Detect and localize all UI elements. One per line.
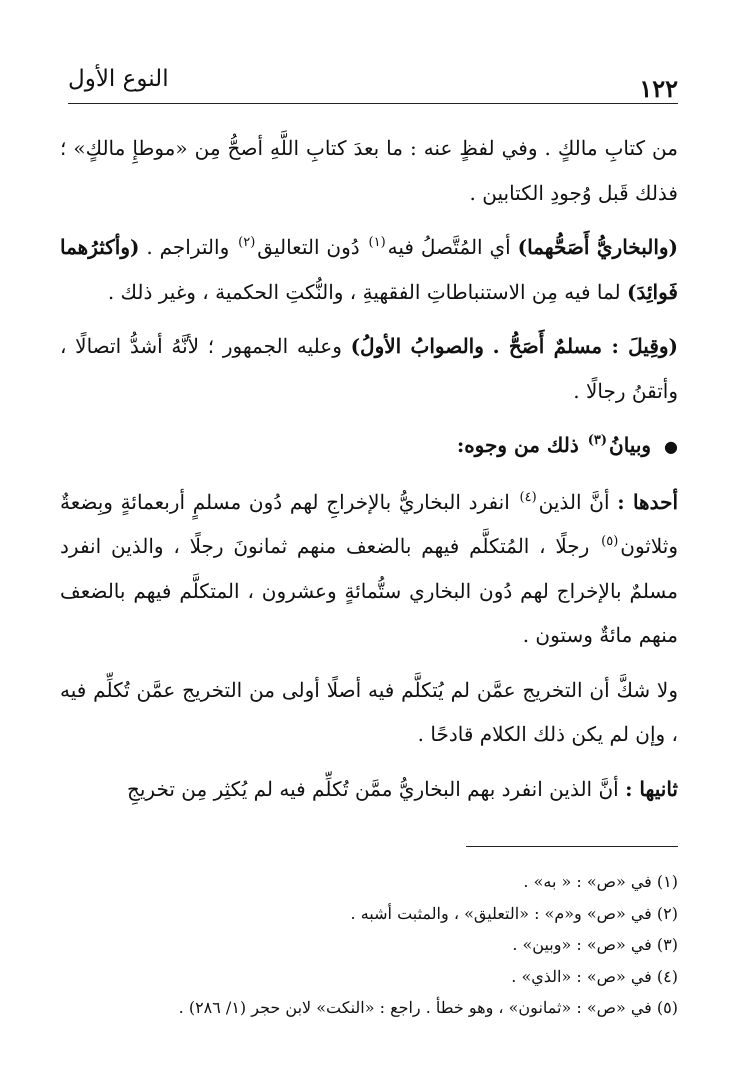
paragraph-6-text: أنَّ الذين انفرد بهم البخاريُّ ممَّن تُكلِّم فيه لم يُكثِر مِن تخريجِ — [126, 776, 619, 801]
footnote-ref-5[interactable]: (٥) — [601, 534, 619, 550]
paragraph-2-text-c: والتراجم . — [146, 235, 230, 259]
paragraph-2-text-a: أي المُتَّصلُ فيه — [387, 235, 511, 259]
header-rule — [68, 103, 678, 104]
paragraph-3 — [60, 324, 678, 413]
footnote-ref-2[interactable]: (٢) — [238, 235, 256, 251]
section-lead — [60, 423, 678, 470]
footnote-ref-3[interactable]: (٣) — [587, 433, 608, 449]
footnote-2: (٢) في «ص» و«م» : «التعليق» ، والمثبت أشبه . — [350, 903, 678, 923]
paragraph-5 — [60, 668, 678, 757]
quoted-term-bukhari: (والبخاريُّ أَصَحُّهما) — [517, 235, 679, 259]
paragraph-6 — [60, 767, 678, 812]
section-lead-text-a: وبيانُ — [609, 433, 652, 457]
running-header — [68, 66, 678, 102]
paragraph-2 — [60, 225, 678, 314]
paragraph-4 — [60, 480, 678, 658]
footnote-5: (٥) في «ص» : «ثمانون» ، وهو خطأ . راجع : «النكت» لابن حجر (١/ ٢٨٦) . — [178, 998, 678, 1017]
quoted-term-correct: والصوابُ الأولُ) — [350, 334, 484, 358]
point-label-first: أحدها : — [617, 489, 679, 514]
paragraph-1 — [60, 126, 678, 215]
footnote-4: (٤) في «ص» : «الذي» . — [511, 966, 678, 986]
running-title: النوع الأول — [68, 66, 169, 92]
page-number: ١٢٢ — [639, 74, 678, 103]
paragraph-4-text-b: انفرد البخاريُّ بالإخراجِ لهم دُون مسلمٍ أربعمائةٍ وبِضعةٌ وثلاثون — [60, 489, 679, 558]
paragraph-1-text: من كتابِ مالكٍ . وفي لفظٍ عنه : ما بعدَ كتابِ اللَّهِ أصحُّ مِن «موطإِ مالكٍ» ؛ فذلك قَبل وُجودِ الكتابين . — [60, 136, 678, 205]
footnotes — [66, 866, 678, 1024]
quoted-term-muslim: (وقِيلَ : مسلمٌ أَصَحُّ . — [492, 334, 679, 358]
point-label-second: ثانيها : — [625, 776, 678, 801]
paragraph-2-text-b: دُون التعاليق — [257, 235, 360, 259]
footnote-1: (١) في «ص» : « به» . — [523, 872, 678, 891]
footnote-rule — [466, 846, 678, 847]
bullet-dot-icon: ● — [664, 437, 678, 456]
section-lead-text-b: ذلك من وجوه: — [456, 433, 579, 457]
footnote-3: (٣) في «ص» : «وبين» . — [512, 935, 678, 954]
paragraph-5-text: ولا شكَّ أن التخريج عمَّن لم يُتكلَّم فيه أصلًا أولى من التخريج عمَّن تُكلِّم فيه ، وإن لم يكن ذلك الكلام قادحًا . — [60, 677, 678, 746]
paragraph-4-text-c: رجلًا ، المُتكلَّم فيهم بالضعف منهم ثمانونَ رجلًا ، والذين انفرد مسلمٌ بالإخراج لهم دُون البخاري ستُّمائةٍ وعشرون ، المتكلَّم فيهم بالضعف منهم مائةٌ وستون . — [60, 534, 678, 647]
quoted-term-benefits: (وأكثرُهما فَوائِدَ) — [60, 235, 678, 304]
paragraph-3-text: وعليه الجمهور ؛ لأنَّهُ أشدُّ اتصالًا ، وأتقنُ رجالًا . — [60, 334, 678, 403]
paragraph-2-text-d: لما فيه مِن الاستنباطاتِ الفقهيةِ ، والنُّكتِ الحكمية ، وغير ذلك . — [107, 279, 621, 304]
paragraph-4-text-a: أنَّ الذين — [538, 489, 610, 514]
footnote-ref-1[interactable]: (١) — [368, 235, 386, 251]
footnote-ref-4[interactable]: (٤) — [519, 489, 537, 505]
main-text — [60, 126, 678, 815]
